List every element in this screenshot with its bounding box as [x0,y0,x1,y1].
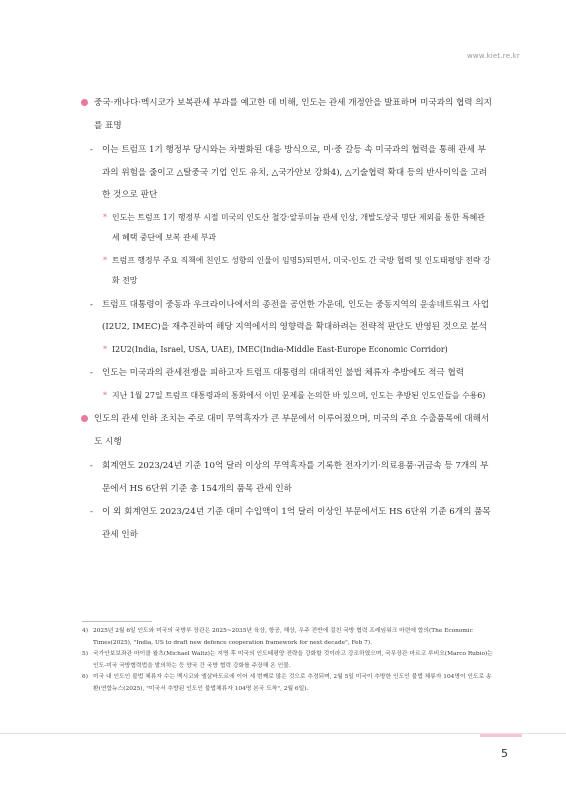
note-item-text: 인도는 트럼프 1기 행정부 시절 미국의 인도산 철강·알루미늄 관세 인상, 개발도상국 명단 제외를 통한 특혜관세 혜택 중단에 보복 관세 부과 [112,212,485,242]
footnote-divider [82,621,152,622]
footnote-number: 5) [82,651,88,658]
footnote-item [82,672,494,695]
main-content [82,92,492,547]
bullet-dot-icon [81,415,88,422]
bullet-1-text: 중국·캐나다·멕시코가 보복관세 부과를 예고한 데 비해, 인도는 관세 개정안을 발표하며 미국과의 협력 의지를 표명 [94,98,492,131]
note-item [82,386,492,407]
footnote-number: 6) [82,674,88,681]
bullet-dot-icon [81,99,88,106]
sub-item [82,139,492,207]
note-item [82,251,492,292]
asterisk-icon: * [103,255,107,265]
asterisk-icon: * [103,344,107,354]
footnote-text: 국가안보보좌관 마이클 왈츠(Michael Waltz)는 지명 후 미국의 인도태평양 전략을 강화할 것이라고 강조하였으며, 국무장관 마르코 루비오(Marco Rubio)는 인도-미국 국방협력법을 발의하는 등 양국 간 국방 협력 강화를 주장해 온 인물. [93,651,493,669]
sub-item [82,455,492,500]
footnote-text: 미국 내 인도인 불법 체류자 수는 멕시코와 엘살바도르에 이어 세 번째로 많은 것으로 추정되며, 2월 5일 미국이 추방한 인도인 불법 체류자 104명이 인도로 송환(연합뉴스(2025), "미국서 추방된 인도인 불법체류자 104명 본국 도착", 2월 6일). [93,674,492,692]
dash-marker: - [90,299,93,310]
dash-marker: - [90,461,93,471]
sub-item-text: 이 외 회계연도 2023/24년 기준 대미 수입액이 1억 달러 이상인 부문에서도 HS 6단위 기준 6개의 품목 관세 인하 [102,507,491,540]
bullet-1 [82,92,492,137]
note-item-text: 트럼프 행정부 주요 직책에 친인도 성향의 인물이 임명5)되면서, 미국-인도 간 국방 협력 및 인도태평양 전략 강화 전망 [112,255,491,285]
sub-item-text: 이는 트럼프 1기 행정부 당시와는 차별화된 대응 방식으로, 미·중 갈등 속 미국과의 협력을 통해 관세 부과의 위험을 줄이고 △탈중국 기업 인도 유치, △국가안보 강화4), △기술협력 확대 등의 반사이익을 고려한 것으로 판단 [102,145,488,200]
sub-item-text: 회계연도 2023/24년 기준 10억 달러 이상의 무역흑자를 기록한 전자기기·의료용품·귀금속 등 7개의 부문에서 HS 6단위 기준 총 154개의 품목 관세 인하 [102,461,489,494]
sub-item-text: 트럼프 대통령이 중동과 우크라이나에서의 종전을 공언한 가운데, 인도는 중동지역의 운송네트워크 사업(I2U2, IMEC)을 재추진하여 해당 지역에서의 영향력을 확대하려는 전략적 판단도 반영된 것으로 분석 [102,299,490,332]
footnotes [82,626,494,696]
dash-marker: - [90,145,93,155]
dash-marker: - [90,507,93,517]
footnote-item [82,649,494,672]
page-footer-tab [480,734,522,737]
bullet-2-text: 인도의 관세 인하 조치는 주로 대미 무역흑자가 큰 부문에서 이루어졌으며, 미국의 주요 수출품목에 대해서도 시행 [94,414,490,447]
bullet-2 [82,408,492,453]
sub-item [82,501,492,546]
note-item-text: 지난 1월 27일 트럼프 대통령과의 통화에서 이민 문제를 논의한 바 있으며, 인도는 추방된 인도인들을 수용6) [112,390,486,400]
asterisk-icon: * [103,212,107,222]
footnote-text: 2025년 2월 6일 인도와 미국의 국방부 장관은 2025~2035년 육상, 항공, 해상, 우주 전반에 걸친 국방 협력 프레임워크 마련에 합의(The Economic Times(2025), "India, US to draft new defence cooperation framework for next decade", Feb 7). [93,628,473,646]
footnote-number: 4) [82,628,88,634]
sub-item [82,362,492,385]
sub-item [82,294,492,339]
sub-item-text: 인도는 미국과의 관세전쟁을 피하고자 트럼프 대통령의 대대적인 불법 체류자 추방에도 적극 협력 [102,368,465,378]
site-url: www.kiet.re.kr [466,52,520,60]
dash-marker: - [90,368,93,378]
footnote-item [82,626,494,649]
asterisk-icon: * [103,390,107,400]
note-item [82,340,492,361]
note-item [82,208,492,249]
page-number: 5 [501,747,508,760]
note-item-text: I2U2(India, Israel, USA, UAE), IMEC(India-Middle East-Europe Economic Corridor) [112,344,448,354]
